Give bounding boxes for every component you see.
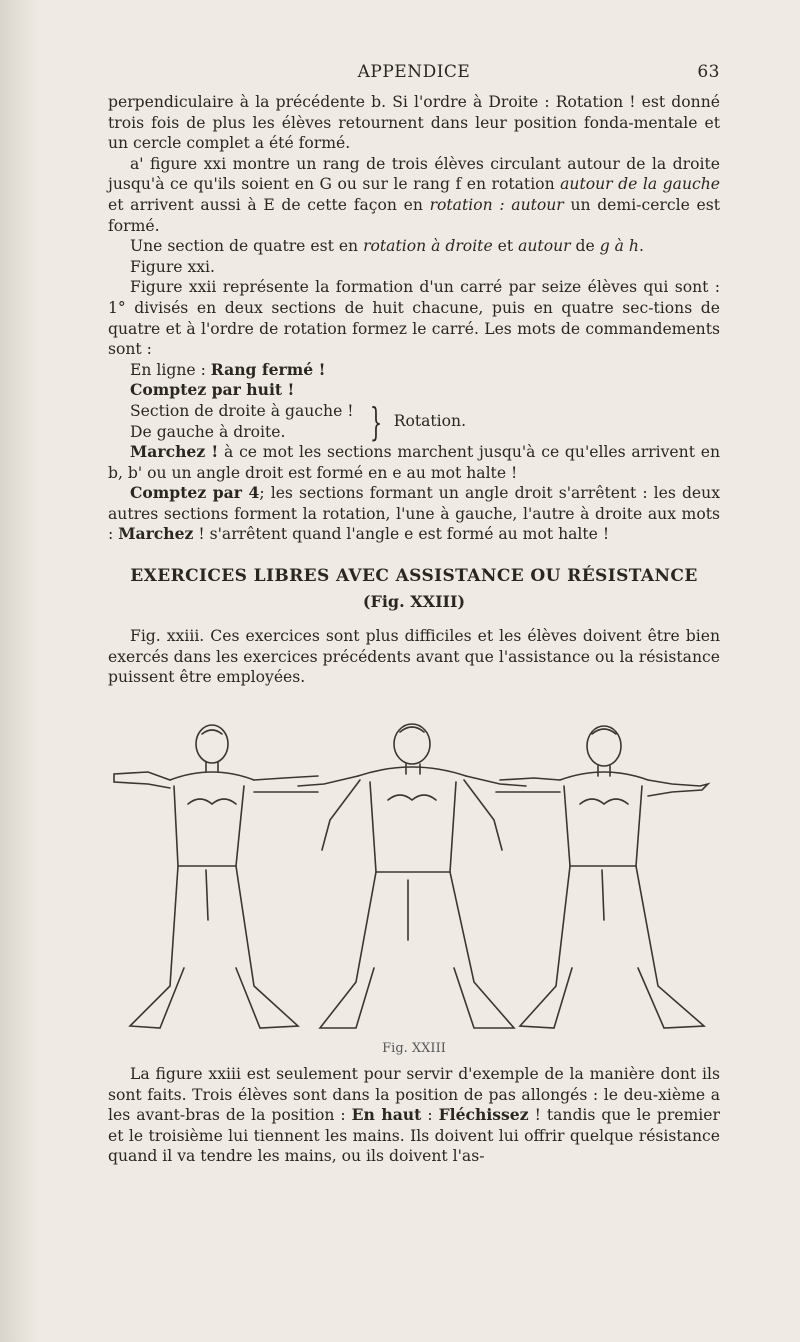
section-title: EXERCICES LIBRES AVEC ASSISTANCE OU RÉSISTANCE <box>130 566 698 586</box>
p3-part-3: et <box>492 237 519 256</box>
comptez-end: ! s'arrêtent quand l'angle e est formé au mot halte ! <box>193 525 610 544</box>
closing-bold-1: En haut <box>351 1105 422 1125</box>
brace-label: Rotation. <box>393 412 467 431</box>
command-line-1 <box>108 360 720 381</box>
marchez-2-bold: Marchez <box>118 524 194 544</box>
right-figure <box>496 726 708 1028</box>
comptez-paragraph <box>108 483 720 545</box>
p3-part-7: . <box>638 237 644 256</box>
command-1-bold: Rang fermé ! <box>210 359 326 379</box>
page-gutter-shadow <box>0 0 40 1342</box>
paragraph-5: Figure xxii représente la formation d'un carré par seize élèves qui sont : 1° divisés en deux sections de huit chacune, puis en quatre sec-tions de quatre et à l'ordre de rotation formez le carré. Les mots de commandements sont : <box>108 278 720 359</box>
command-brace-group <box>108 401 720 442</box>
p2-part-1: a' figure xxi montre un rang de trois élèves circulant autour de la droite jusqu'à ce qu'ils soient en G ou sur le rang f en rotation <box>108 154 720 194</box>
brace-lines <box>130 401 354 442</box>
section-subtitle: (Fig. XXIII) <box>362 592 466 611</box>
body-text-bottom <box>108 1064 720 1167</box>
closing-part-3: ! tandis que le premier et le troisième lui tiennent les mains. Ils doivent lui offrir quelque résistance quand il va tendre les mains, ou ils doivent l'as- <box>108 1106 720 1166</box>
figure-xxiii-illustration <box>108 720 720 1034</box>
p2-part-5: un demi-cercle est formé. <box>108 195 720 235</box>
paragraph-3 <box>108 236 720 257</box>
brace-line-1: Section de droite à gauche ! <box>130 401 354 420</box>
p3-part-5: de <box>570 237 600 256</box>
brace-line-2: De gauche à droite. <box>130 422 286 441</box>
p2-part-2: autour de la gauche <box>560 175 720 194</box>
page-number: 63 <box>697 62 720 82</box>
p3-part-1: Une section de quatre est en <box>130 237 364 256</box>
marchez-text: à ce mot les sections marchent jusqu'à ce qu'elles arrivent en b, b' ou un angle droit est formé en e au mot halte ! <box>108 443 720 482</box>
command-line-2: Comptez par huit ! <box>130 380 295 400</box>
p3-part-2: rotation à droite <box>363 237 493 256</box>
paragraph-1: perpendiculaire à la précédente b. Si l'ordre à Droite : Rotation ! est donné trois fois de plus les élèves retournent dans leur position fonda-mentale et un cercle complet a été formé. <box>108 93 720 153</box>
middle-figure <box>298 724 526 1028</box>
left-figure <box>114 725 318 1028</box>
p2-part-4: rotation : autour <box>429 195 564 214</box>
paragraph-2 <box>108 154 720 236</box>
header-title: APPENDICE <box>357 62 471 82</box>
p3-part-4: autour <box>518 237 571 256</box>
closing-paragraph <box>108 1064 720 1167</box>
brace-symbol: } <box>369 399 382 444</box>
p3-part-6: g à h <box>599 237 639 256</box>
marchez-paragraph <box>108 442 720 483</box>
paragraph-4: Figure xxi. <box>130 257 216 276</box>
closing-part-2: : <box>421 1106 439 1125</box>
comptez-bold: Comptez par 4 <box>130 483 260 503</box>
comptez-text: ; les sections formant un angle droit s'arrêtent : les deux autres sections forment la rotation, l'une à gauche, l'autre à droite aux mots : <box>108 484 720 544</box>
body-text-fig <box>108 626 720 688</box>
marchez-bold: Marchez ! <box>130 442 219 462</box>
closing-bold-2: Fléchissez <box>438 1105 529 1125</box>
body-text-top <box>108 92 720 545</box>
running-header <box>108 62 720 84</box>
figure-intro-paragraph: Fig. xxiii. Ces exercices sont plus difficiles et les élèves doivent être bien exercés dans les exercices précédents avant que l'assistance ou la résistance puissent être employées. <box>108 627 720 687</box>
closing-part-1: La figure xxiii est seulement pour servir d'exemple de la manière dont ils sont faits. Trois élèves sont dans la position de pas allongés : le deu-xième a les avant-bras de la position : <box>108 1065 720 1125</box>
command-1-label: En ligne : <box>130 360 211 379</box>
figure-caption: Fig. XXIII <box>382 1041 446 1056</box>
p2-part-3: et arrivent aussi à E de cette façon en <box>108 195 430 214</box>
